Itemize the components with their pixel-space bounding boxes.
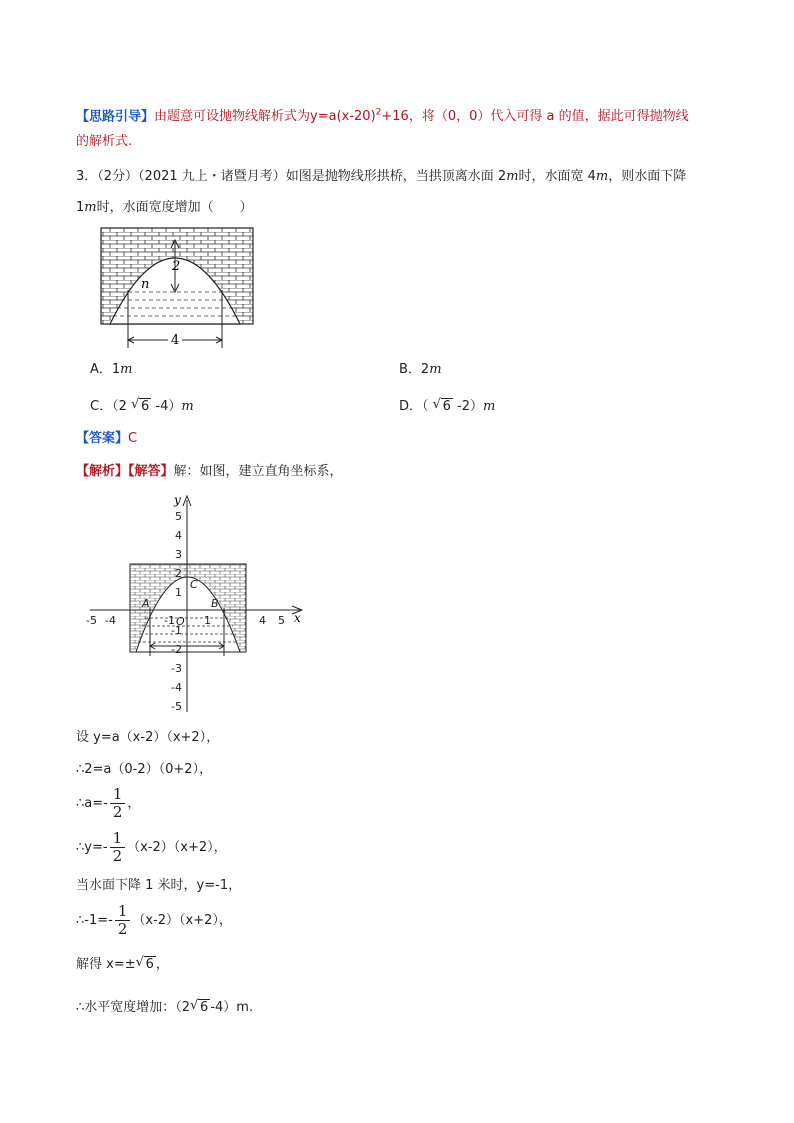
sqrt-symbol (136, 956, 156, 974)
answer-value: C (128, 431, 138, 446)
point-b-label: B (211, 597, 219, 610)
x-tick-label: -1 (164, 614, 175, 627)
unit-m: m (595, 169, 609, 184)
question-stem-4: 1 (76, 200, 85, 215)
origin-label: O (176, 615, 185, 628)
option-c[interactable] (90, 395, 194, 414)
sqrt-symbol (433, 399, 453, 414)
unit-m: m (483, 399, 496, 414)
unit-m: m (506, 169, 519, 184)
step-4 (76, 830, 227, 865)
axis-y-label: y (174, 493, 181, 507)
step-4-post: （x-2）（x+2）， (127, 840, 227, 855)
answer-tag: 【答案】 (76, 431, 129, 446)
hint-tag: 【思路引导】 (76, 109, 155, 125)
y-tick-label: -4 (171, 681, 182, 694)
unit-m: m (181, 399, 194, 414)
fraction-denominator: 2 (112, 847, 123, 865)
step-4-pre: ∴y=- (76, 840, 108, 855)
step-7 (76, 956, 169, 974)
sqrt-symbol (131, 399, 151, 414)
hint-text (154, 109, 689, 124)
x-tick-label: 5 (278, 614, 285, 627)
step-7-post: ， (155, 957, 169, 972)
step-8-pre: ∴水平宽度增加：（2 (76, 1000, 191, 1015)
step-6-post: （x-2）（x+2）， (132, 913, 232, 928)
question-number: 3． (76, 169, 98, 184)
fig1-label-n: n (141, 277, 150, 292)
option-d-radicand: 6 (442, 399, 451, 414)
fig1-label-2: 2 (172, 259, 181, 274)
step-6-pre: ∴-1=- (76, 913, 113, 928)
option-b-text: B．2 (399, 362, 430, 377)
step-3-pre: ∴a=- (76, 796, 108, 811)
step-3 (76, 786, 140, 821)
unit-m: m (84, 200, 97, 215)
point-c-label: C (190, 578, 198, 591)
x-tick-label: -4 (105, 614, 116, 627)
option-d-pre: D．（ (399, 399, 429, 414)
unit-m: m (429, 362, 442, 377)
y-tick-label: -3 (171, 662, 182, 675)
y-tick-label: 4 (175, 529, 182, 542)
coordinate-figure (80, 490, 312, 716)
fraction-numerator: 1 (115, 903, 131, 921)
hint-part-2: ，将（0，0）代入可得 a 的值，据此可得抛物线 (408, 109, 689, 125)
hint-formula-exponent: 2 (375, 108, 382, 118)
option-b[interactable] (399, 358, 442, 377)
fig1-label-4: 4 (171, 333, 180, 348)
hint-part-1: 由题意可设抛物线解析式为 (154, 109, 311, 125)
step-8-radicand: 6 (200, 1000, 209, 1015)
option-a-text: A．1 (90, 362, 121, 377)
y-tick-label: 3 (175, 548, 182, 561)
option-d[interactable] (399, 395, 495, 414)
fraction-denominator: 2 (117, 920, 128, 938)
question-line-1 (76, 168, 686, 186)
hint-formula-tail: +16 (381, 109, 409, 125)
fraction (115, 903, 131, 938)
analysis-line (76, 463, 343, 481)
step-7-radicand: 6 (145, 957, 154, 972)
fraction (110, 830, 126, 865)
question-stem-2: 时，水面宽 4 (518, 169, 596, 184)
step-6 (76, 903, 232, 938)
option-a[interactable] (90, 358, 133, 377)
y-tick-label: 5 (175, 510, 182, 523)
step-8 (76, 999, 253, 1017)
option-d-post: -2） (457, 399, 484, 414)
fraction-numerator: 1 (110, 786, 126, 804)
step-3-post: ， (127, 796, 141, 811)
y-tick-label: -5 (171, 700, 182, 713)
step-1: 设 y=a（x-2）（x+2）， (76, 730, 220, 745)
step-2: ∴2=a（0-2）（0+2）， (76, 762, 213, 777)
unit-m: m (120, 362, 133, 377)
arch-bridge-figure (96, 224, 262, 352)
y-tick-label: 2 (175, 567, 182, 580)
hint-line-1 (76, 104, 689, 126)
x-tick-label: 4 (259, 614, 266, 627)
answer-line (76, 430, 137, 448)
y-tick-label: -2 (171, 643, 182, 656)
fraction-denominator: 2 (112, 803, 123, 821)
y-tick-label: -1 (171, 624, 182, 637)
question-stem-1: （2分）（2021 九上・诸暨月考）如图是抛物线形拱桥，当拱顶离水面 2 (97, 169, 507, 184)
analysis-text: 解：如图，建立直角坐标系， (173, 464, 343, 479)
step-8-post: -4）m. (210, 1000, 254, 1015)
option-c-pre: C．（2 (90, 399, 127, 414)
question-line-2 (76, 199, 253, 217)
point-a-label: A (142, 597, 150, 610)
step-5: 当水面下降 1 米时，y=-1， (76, 878, 242, 893)
x-tick-label: -5 (86, 614, 97, 627)
question-stem-5: 时，水面宽度增加（ ） (96, 200, 253, 215)
option-c-post: -4） (155, 399, 182, 414)
x-tick-label: 1 (204, 614, 211, 627)
step-7-pre: 解得 x=± (76, 957, 136, 972)
hint-line-2: 的解析式. (76, 134, 133, 149)
analysis-tag: 【解析】【解答】 (76, 464, 174, 479)
sqrt-symbol (190, 999, 210, 1017)
question-stem-3: ，则水面下降 (608, 169, 687, 184)
y-tick-label: 1 (175, 586, 182, 599)
fraction-numerator: 1 (110, 830, 126, 848)
hint-formula: y=a(x-20) (310, 109, 376, 125)
axis-x-label: x (294, 611, 301, 625)
fraction (110, 786, 126, 821)
option-c-radicand: 6 (141, 399, 150, 414)
